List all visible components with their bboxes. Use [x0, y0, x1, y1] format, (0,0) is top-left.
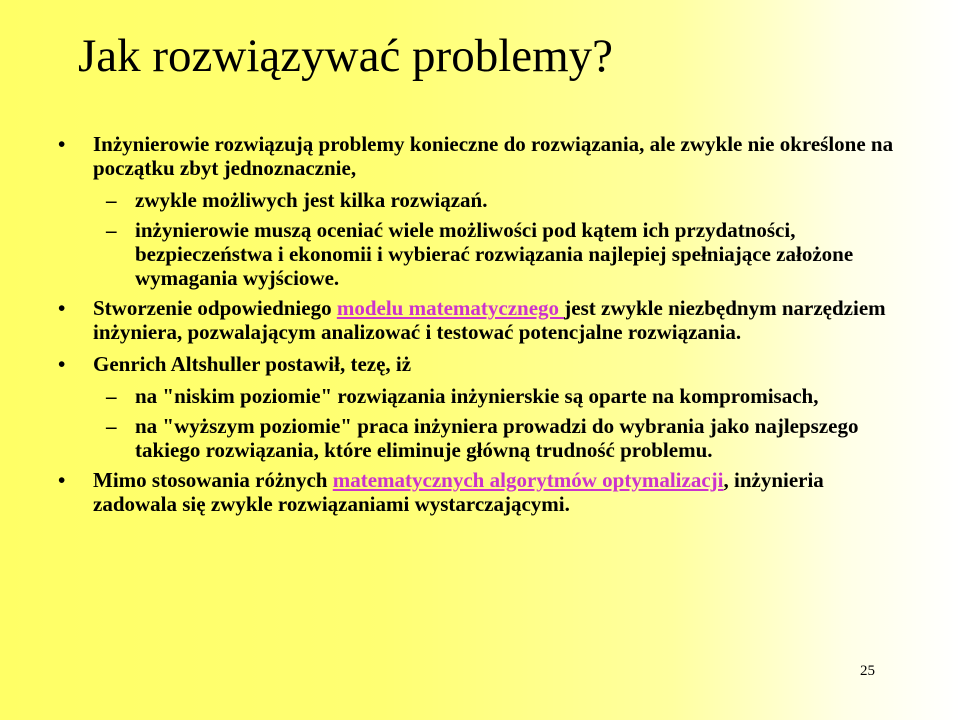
bullet-marker: • — [58, 296, 66, 320]
dash-marker: – — [106, 414, 117, 438]
bullet-text: Genrich Altshuller postawił, tezę, iż — [93, 352, 412, 376]
sub-text: zwykle możliwych jest kilka rozwiązań. — [135, 188, 488, 212]
bullet-item — [58, 468, 908, 516]
bullet-item — [58, 352, 908, 376]
sub-text: na "niskim poziomie" rozwiązania inżynierskie są oparte na kompromisach, — [135, 384, 819, 408]
bullet-marker: • — [58, 352, 66, 376]
bullet-text-before: Stworzenie odpowiedniego — [93, 296, 337, 320]
bullet-text: Inżynierowie rozwiązują problemy konieczne do rozwiązania, ale zwykle nie określone na początku zbyt jednoznacznie, — [93, 132, 894, 180]
sub-text: na "wyższym poziomie" praca inżyniera prowadzi do wybrania jako najlepszego takiego rozwiązania, które eliminuje główną trudność problemu. — [135, 414, 859, 462]
bullet-text-after: jest zwykle niezbędnym narzędziem inżyniera, pozwalającym analizować i testować potencjalne rozwiązania. — [93, 296, 886, 344]
math-model-link[interactable]: modelu matematycznego — [336, 296, 565, 320]
bullet-item — [58, 132, 908, 180]
dash-marker: – — [106, 384, 117, 408]
page-number: 25 — [860, 663, 875, 679]
sub-text: inżynierowie muszą oceniać wiele możliwości pod kątem ich przydatności, bezpieczeństwa i ekonomii i wybierać rozwiązania najlepiej spełniające założone wymagania wyjściowe. — [135, 218, 854, 290]
slide-content — [58, 132, 908, 524]
dash-marker: – — [106, 218, 117, 242]
sub-item — [58, 218, 908, 290]
bullet-text-after: , inżynieria zadowala się zwykle rozwiązaniami wystarczającymi. — [93, 468, 824, 516]
optimization-algorithms-link[interactable]: matematycznych algorytmów optymalizacji — [332, 468, 724, 492]
bullet-text-before: Mimo stosowania różnych — [93, 468, 333, 492]
slide-title: Jak rozwiązywać problemy? — [78, 30, 614, 82]
sub-item — [58, 414, 908, 462]
bullet-item — [58, 296, 908, 344]
bullet-marker: • — [58, 132, 66, 156]
bullet-marker: • — [58, 468, 66, 492]
sub-item — [58, 188, 908, 212]
sub-item — [58, 384, 908, 408]
dash-marker: – — [106, 188, 117, 212]
